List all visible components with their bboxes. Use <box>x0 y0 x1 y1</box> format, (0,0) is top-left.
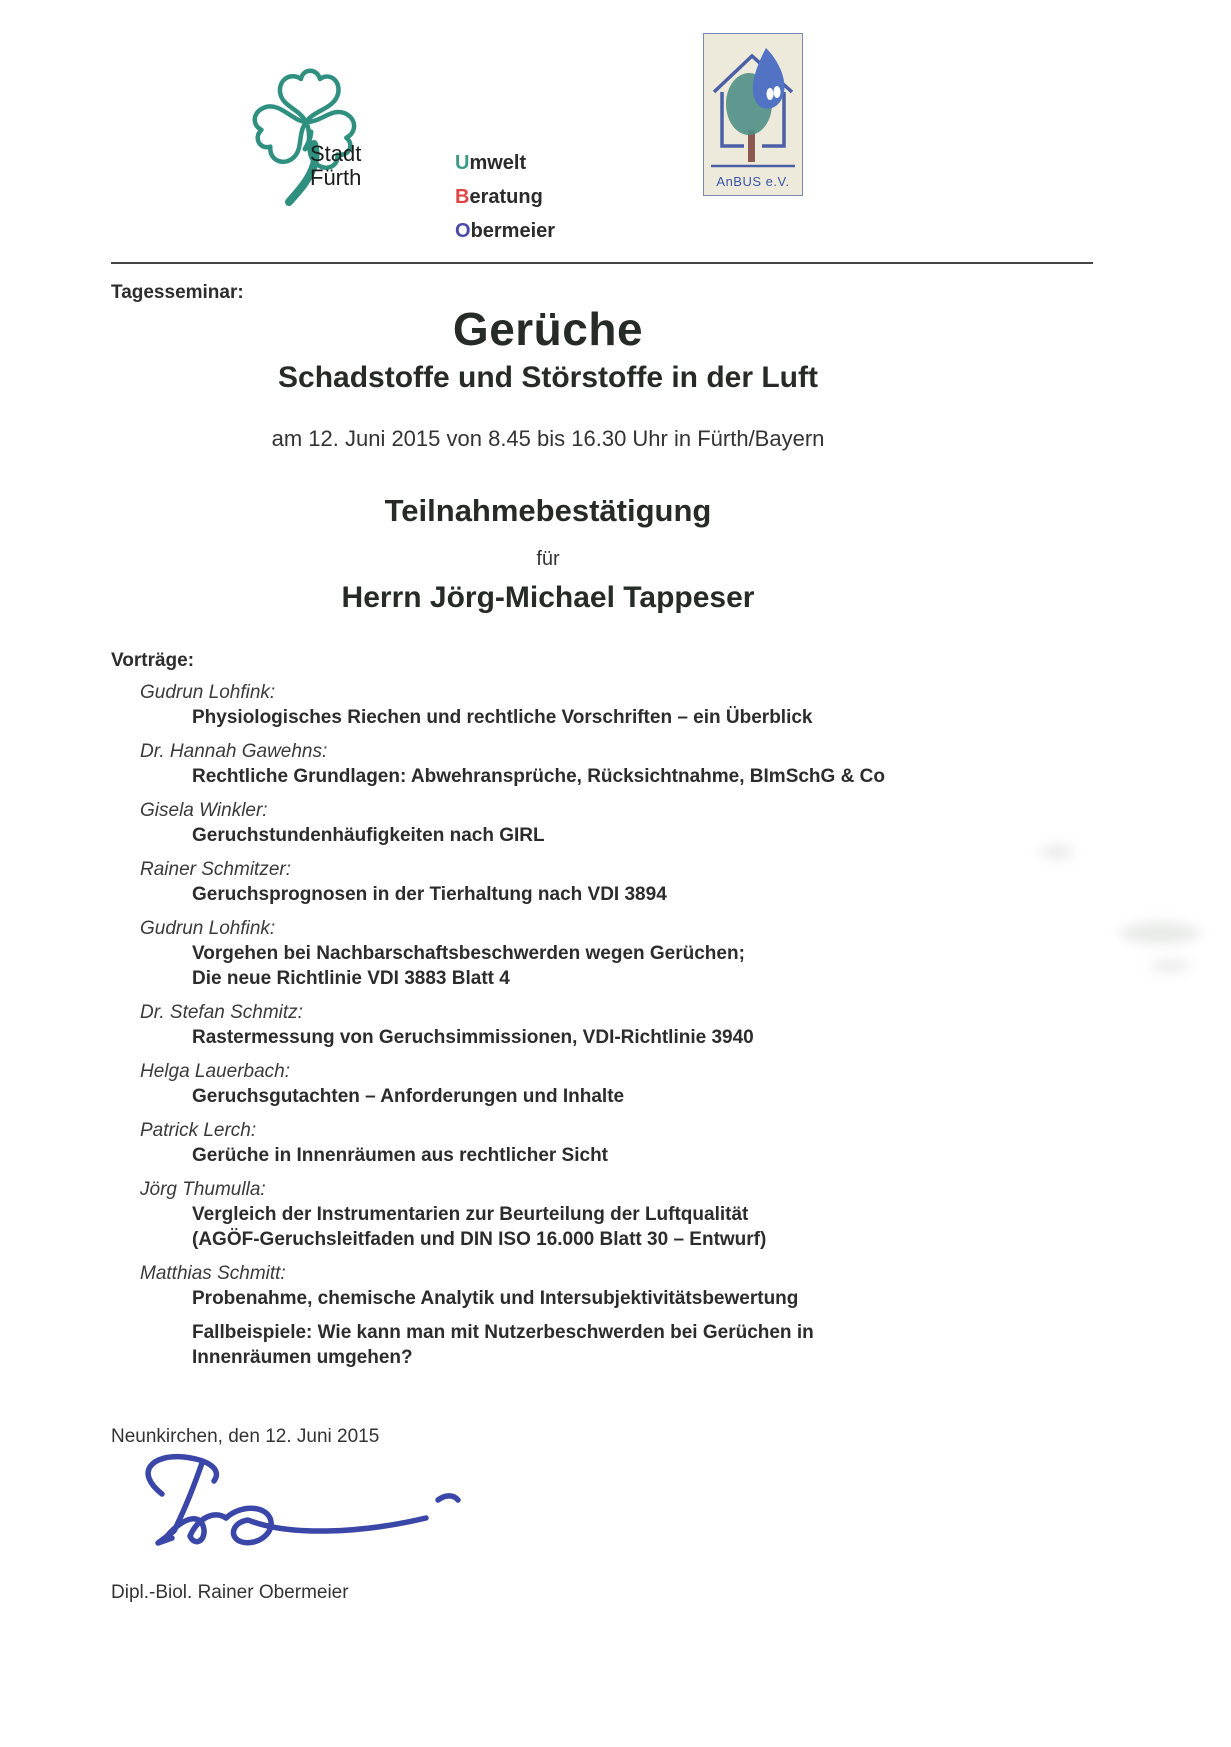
talk-speaker: Gudrun Lohfink: <box>140 918 276 939</box>
talk-speaker: Gisela Winkler: <box>140 800 268 821</box>
talk-speaker: Dr. Stefan Schmitz: <box>140 1002 303 1023</box>
talk-item <box>111 1000 1111 1050</box>
participant-name: Herrn Jörg-Michael Tappeser <box>341 581 755 614</box>
ubo-line-obermeier <box>455 214 555 248</box>
talk-item <box>111 739 1111 789</box>
clover-icon <box>244 44 374 212</box>
talk-title: Rastermessung von Geruchsimmissionen, VDI-Richtlinie 3940 <box>192 1027 754 1048</box>
talk-item <box>111 1177 1111 1252</box>
talk-title: Probenahme, chemische Analytik und Intersubjektivitätsbewertung <box>192 1288 799 1309</box>
ubo-rest-obermeier: bermeier <box>470 220 556 242</box>
page-title: Gerüche <box>452 303 644 355</box>
talk-speaker: Rainer Schmitzer: <box>140 859 291 880</box>
talk-title-line2: Innenräumen umgehen? <box>192 1347 413 1368</box>
talk-title-line2: Die neue Richtlinie VDI 3883 Blatt 4 <box>192 968 510 989</box>
talks-list <box>111 680 1111 1379</box>
talk-title-line2: (AGÖF-Geruchsleitfaden und DIN ISO 16.000 Blatt 30 – Entwurf) <box>192 1229 767 1250</box>
talk-item <box>111 1320 1111 1370</box>
signature-icon <box>116 1448 488 1576</box>
signer-name: Dipl.-Biol. Rainer Obermeier <box>111 1582 349 1603</box>
certificate-heading: Teilnahmebestätigung <box>384 493 712 528</box>
header-divider <box>111 262 1093 264</box>
talk-title: Gerüche in Innenräumen aus rechtlicher Sicht <box>192 1145 609 1166</box>
seminar-date-line: am 12. Juni 2015 von 8.45 bis 16.30 Uhr in Fürth/Bayern <box>271 426 825 451</box>
ubo-initial-u: U <box>455 152 470 174</box>
talk-title: Vorgehen bei Nachbarschaftsbeschwerden wegen Gerüchen; <box>192 943 745 964</box>
talk-title: Geruchsprognosen in der Tierhaltung nach VDI 3894 <box>192 884 667 905</box>
talk-item <box>111 680 1111 730</box>
ubo-line-beratung <box>455 180 555 214</box>
talk-item <box>111 857 1111 907</box>
anbus-logo-label: AnBUS e.V. <box>716 174 790 189</box>
for-label: für <box>536 548 560 570</box>
ubo-wordmark <box>455 146 555 248</box>
stadt-fuerth-logo <box>244 44 374 212</box>
seminar-type-label: Tagesseminar: <box>111 282 244 303</box>
talk-item <box>111 1118 1111 1168</box>
talk-title: Geruchstundenhäufigkeiten nach GIRL <box>192 825 545 846</box>
ubo-initial-b: B <box>455 186 470 208</box>
anbus-logo <box>703 33 803 196</box>
scan-artifact <box>1040 845 1074 859</box>
talk-item <box>111 916 1111 991</box>
ubo-rest-umwelt: mwelt <box>469 152 527 174</box>
talk-title: Physiologisches Riechen und rechtliche Vorschriften – ein Überblick <box>192 707 813 728</box>
talk-speaker: Matthias Schmitt: <box>140 1263 286 1284</box>
stadt-logo-text-line2: Fürth <box>310 165 362 190</box>
signature <box>116 1448 488 1576</box>
talk-speaker: Jörg Thumulla: <box>140 1179 266 1200</box>
scan-artifact <box>1150 960 1190 972</box>
talk-title: Geruchsgutachten – Anforderungen und Inhalte <box>192 1086 625 1107</box>
place-date-line: Neunkirchen, den 12. Juni 2015 <box>111 1426 380 1447</box>
talk-speaker: Dr. Hannah Gawehns: <box>140 741 328 762</box>
talk-item <box>111 798 1111 848</box>
talk-item <box>111 1059 1111 1109</box>
ubo-line-umwelt <box>455 146 555 180</box>
talk-title: Rechtliche Grundlagen: Abwehransprüche, Rücksichtnahme, BImSchG & Co <box>192 766 885 787</box>
ubo-initial-o: O <box>455 220 471 242</box>
anbus-house-tree-icon <box>704 34 802 174</box>
ubo-rest-beratung: eratung <box>469 186 543 208</box>
talks-heading: Vorträge: <box>111 650 195 671</box>
page-subtitle: Schadstoffe und Störstoffe in der Luft <box>278 361 818 394</box>
talk-speaker: Gudrun Lohfink: <box>140 682 276 703</box>
talk-item <box>111 1261 1111 1311</box>
talk-speaker: Patrick Lerch: <box>140 1120 257 1141</box>
talk-speaker: Helga Lauerbach: <box>140 1061 290 1082</box>
talk-title: Vergleich der Instrumentarien zur Beurteilung der Luftqualität <box>192 1204 749 1225</box>
talk-title: Fallbeispiele: Wie kann man mit Nutzerbeschwerden bei Gerüchen in <box>192 1322 814 1343</box>
scan-artifact <box>1120 922 1200 944</box>
stadt-logo-text-line1: Stadt <box>310 141 362 166</box>
